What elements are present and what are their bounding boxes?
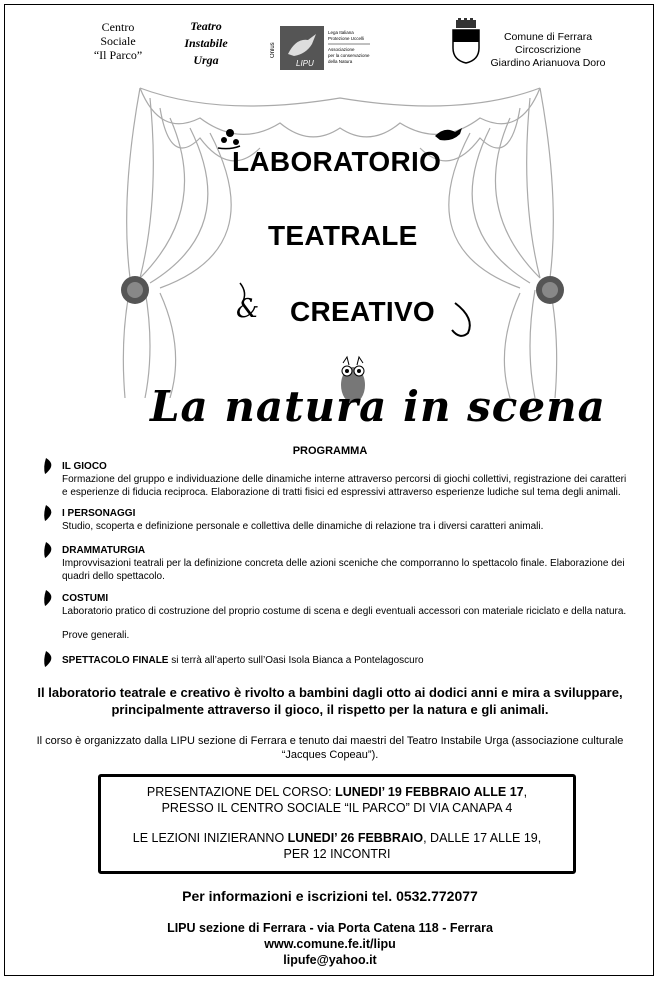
info-phone-line: Per informazioni e iscrizioni tel. 0532.772077 [182, 888, 478, 904]
email-link[interactable]: lipufe@yahoo.it [283, 953, 377, 967]
svg-text:Onlus: Onlus [270, 42, 276, 58]
programma-item-costumi: COSTUMI Laboratorio pratico di costruzione del proprio costume di scena e degli eventuali accessori con materiale riciclato e della natura. [62, 593, 627, 617]
svg-text:LIPU: LIPU [296, 59, 314, 68]
comune-ferrara-label: Comune di Ferrara Circoscrizione Giardino Arianuova Doro [490, 31, 606, 69]
corso-paragraph: Il corso è organizzato dalla LIPU sezione di Ferrara e tenuto dai maestri del Teatro Instabile Urga (associazione culturale “Jacques Copeau”). [36, 735, 624, 761]
leaf-bullet-icon [42, 457, 56, 475]
programma-item-gioco: IL GIOCO Formazione del gruppo e individuazione delle dinamiche interne attraverso percorsi di giochi collettivi, registrazione dei caratteri e esperienze di fiducia reciproca. Elaborazione di tratti fisici ed espressivi attraverso esperienze ludiche sul tema degli animali. [62, 461, 627, 498]
title-laboratorio: LABORATORIO [232, 146, 442, 177]
svg-text:della Natura: della Natura [328, 59, 353, 64]
leaf-bullet-icon [42, 541, 56, 559]
title-teatrale: TEATRALE [268, 220, 418, 251]
leaf-bullet-icon [42, 650, 56, 668]
svg-text:Lega Italiana: Lega Italiana [328, 30, 354, 35]
website-link[interactable]: www.comune.fe.it/lipu [264, 937, 396, 951]
programma-title: PROGRAMMA [292, 445, 368, 457]
contact-block [0, 920, 660, 968]
leaf-bullet-icon [42, 589, 56, 607]
title-creativo: CREATIVO [290, 296, 435, 327]
presentation-box: PRESENTAZIONE DEL CORSO: LUNEDI’ 19 FEBBRAIO ALLE 17, PRESSO IL CENTRO SOCIALE “IL PARCO” DI VIA CANAPA 4 LE LEZIONI INIZIERANNO LUNEDI’ 26 FEBBRAIO, DALLE 17 ALLE 19, PER 12 INCONTRI [98, 774, 576, 874]
programma-item-spettacolo-finale: SPETTACOLO FINALE si terrà all’aperto sull’Oasi Isola Bianca a Pontelagoscuro [62, 655, 424, 666]
svg-text:Associazione: Associazione [328, 47, 355, 52]
prove-generali: Prove generali. [62, 630, 130, 641]
lipu-logo [270, 24, 374, 72]
svg-text:per la conservazione: per la conservazione [328, 53, 370, 58]
svg-text:Protezione Uccelli: Protezione Uccelli [328, 36, 365, 41]
address-line: LIPU sezione di Ferrara - via Porta Catena 118 - Ferrara [167, 921, 493, 935]
programma-item-drammaturgia: DRAMMATURGIA Improvvisazioni teatrali per la definizione concreta delle azioni sceniche che comporranno lo spettacolo finale. Elaborazione dei quadri dello spettacolo. [62, 545, 625, 582]
ferrara-crest-icon [450, 18, 482, 64]
programma-item-personaggi: I PERSONAGGI Studio, scoperta e definizione personale e collettiva delle dinamiche di relazione tra i diversi caratteri animali. [62, 508, 544, 532]
header [0, 8, 660, 68]
centro-sociale-logo: Centro Sociale “Il Parco” [93, 20, 143, 62]
teatro-urga-logo: Teatro Instabile Urga [184, 19, 228, 67]
swirl-ornament-icon [452, 303, 470, 336]
intro-paragraph: Il laboratorio teatrale e creativo è rivolto a bambini dagli otto ai dodici anni e mira a sviluppare, principalmente attraverso il gioco, il rispetto per la natura e gli animali. [37, 685, 623, 717]
subtitle-la-natura-in-scena: La natura in scena [150, 382, 606, 431]
leaf-bullet-icon [42, 504, 56, 522]
title-ampersand: & [236, 294, 260, 324]
